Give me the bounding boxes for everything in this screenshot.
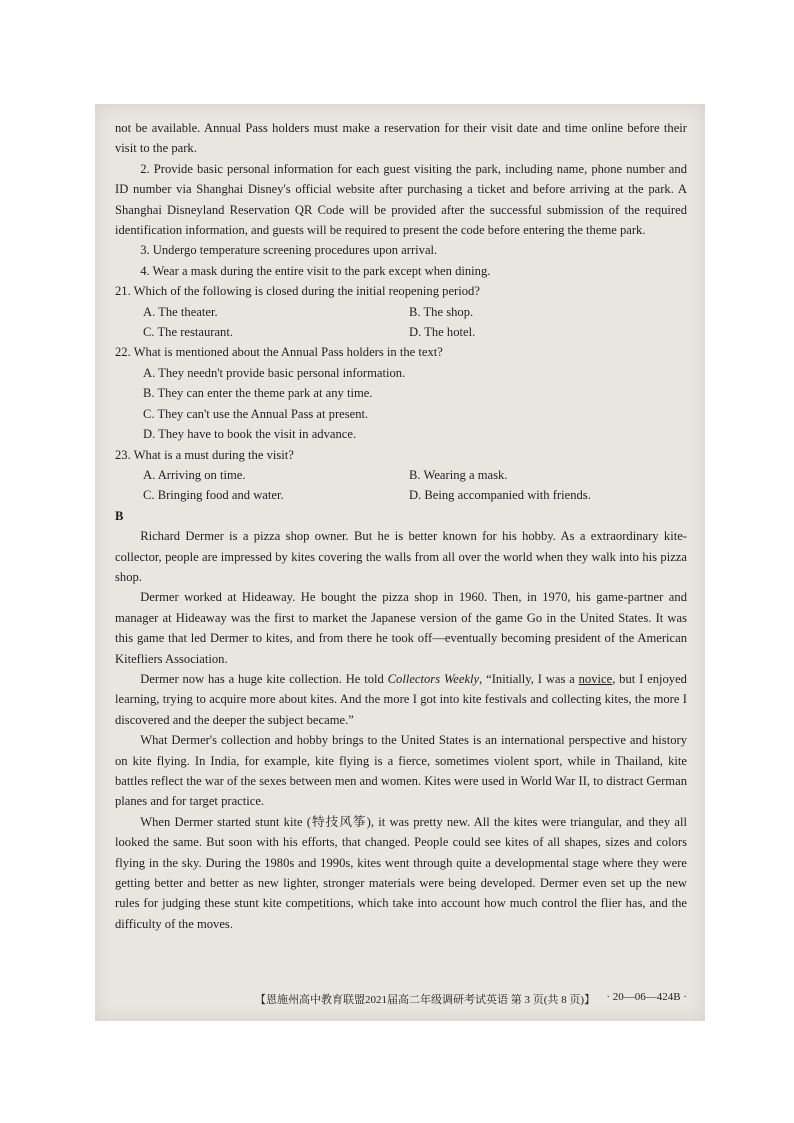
option-d: D. Being accompanied with friends. xyxy=(409,488,591,503)
passage-b-para-2: Dermer worked at Hideaway. He bought the pizza shop in 1960. Then, in 1970, his game-partner and manager at Hideaway was the first to market the Japanese version of the game Go in the United States. It was this game that led Dermer to kites, and from there he took off—eventually becoming president of the American Kitefliers Association. xyxy=(115,590,687,666)
option-c: C. Bringing food and water. xyxy=(143,488,284,503)
rule-2: 2. Provide basic personal information for each guest visiting the park, including name, phone number and ID number via Shanghai Disney's official website after purchasing a ticket and before arriving at the park. A Shanghai Disneyland Reservation QR Code will be provided after the successful submission of the required identification information, and guests will be required to present the code before entering the theme park. xyxy=(115,161,687,238)
para-text: Dermer now has a huge kite collection. He told xyxy=(140,671,388,686)
question-22 xyxy=(115,342,687,444)
passage-b-para-4: What Dermer's collection and hobby brings to the United States is an international perspective and history on kite flying. In India, for example, kite flying is a fierce, sometimes violent sport, while in Thailand, kite battles reflect the war of the sexes between men and women. Kites were used in World War II, to distract German planes and for target practice. xyxy=(115,733,687,809)
option-b: B. The shop. xyxy=(409,304,474,319)
question-21 xyxy=(115,281,687,342)
footer-code: · 20—06—424B · xyxy=(606,991,687,1003)
underlined-word: novice xyxy=(578,671,613,686)
para-text: , “Initially, I was a xyxy=(479,671,579,686)
page-footer xyxy=(115,991,687,1007)
option-b: B. They can enter the theme park at any time. xyxy=(143,386,373,401)
question-stem: 23. What is a must during the visit? xyxy=(115,447,294,462)
option-c: C. The restaurant. xyxy=(143,325,233,340)
option-d: D. They have to book the visit in advance. xyxy=(143,427,357,442)
question-23 xyxy=(115,445,687,506)
page-content xyxy=(115,118,687,934)
para-text: , but I enjoyed learning, trying to acquire more about kites. And the more I got into kite festivals and collecting kites, the more I discovered and the deeper the subject became.” xyxy=(115,671,687,727)
option-a: A. They needn't provide basic personal information. xyxy=(143,365,406,380)
option-b: B. Wearing a mask. xyxy=(409,467,508,482)
option-d: D. The hotel. xyxy=(409,325,476,340)
passage-b-para-5: When Dermer started stunt kite (特技风筝), it was pretty new. All the kites were triangular, and they all looked the same. But soon with his efforts, that changed. People could see kites of all shapes, sizes and colors flying in the sky. During the 1980s and 1990s, kites went through quite a developmental stage where they were getting better and better as new lighter, stronger materials were being developed. Dermer even set up the new rules for judging these stunt kite competitions, which take into account how much control the flier has, and the difficulty of the moves. xyxy=(115,814,687,931)
option-a: A. The theater. xyxy=(143,304,218,319)
scanned-page xyxy=(95,104,705,1021)
option-a: A. Arriving on time. xyxy=(143,467,246,482)
passage-b-para-1: Richard Dermer is a pizza shop owner. But he is better known for his hobby. As a extraordinary kite-collector, people are impressed by kites covering the walls from all over the world when they walk into his pizza shop. xyxy=(115,529,687,584)
question-stem: 22. What is mentioned about the Annual Pass holders in the text? xyxy=(115,345,443,360)
magazine-title: Collectors Weekly xyxy=(387,671,480,686)
question-stem: 21. Which of the following is closed during the initial reopening period? xyxy=(115,284,480,299)
option-c: C. They can't use the Annual Pass at present. xyxy=(143,406,369,421)
footer-exam-info: 【恩施州高中教育联盟2021届高二年级调研考试英语 第 3 页(共 8 页)】 xyxy=(255,994,596,1006)
rule-4: 4. Wear a mask during the entire visit to the park except when dining. xyxy=(140,263,491,278)
rule-3: 3. Undergo temperature screening procedures upon arrival. xyxy=(140,243,438,258)
section-b-heading: B xyxy=(115,508,124,523)
passage-b-para-3 xyxy=(115,669,687,730)
passage-a-continuation: not be available. Annual Pass holders must make a reservation for their visit date and time online before their visit to the park. xyxy=(115,121,687,156)
